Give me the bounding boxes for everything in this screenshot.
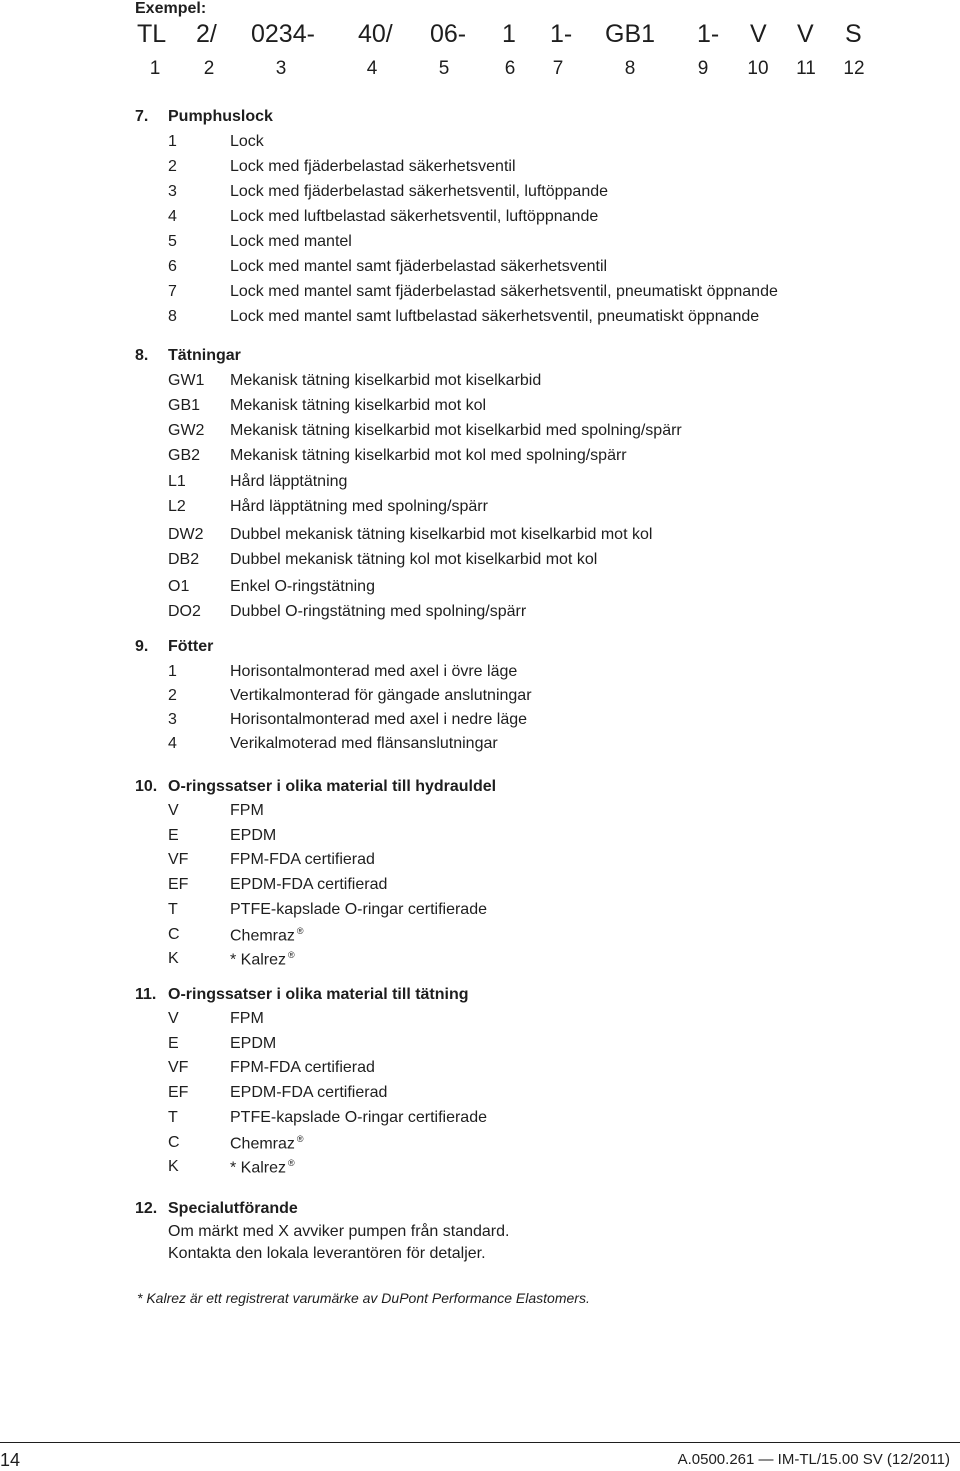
option-description (230, 1084, 387, 1102)
option-description-text: Dubbel O-ringstätning med spolning/spärr (230, 603, 527, 620)
type-code-part: 1- (697, 20, 720, 48)
position-number: 4 (366, 58, 378, 79)
footer-rule (0, 1442, 960, 1443)
option-description-text: Lock med mantel samt luftbelastad säkerhetsventil, pneumatiskt öppnande (230, 308, 760, 325)
position-number: 1 (149, 58, 161, 79)
page-number: 14 (0, 1450, 21, 1470)
option-description (230, 473, 347, 491)
option-description-text: FPM (230, 802, 264, 819)
option-description (230, 901, 487, 919)
option-description (230, 950, 295, 969)
option-description (230, 158, 516, 176)
section-number: 9. (135, 638, 149, 655)
position-number: 7 (552, 58, 564, 79)
option-description-text: * Kalrez (230, 951, 287, 969)
option-description (230, 1134, 304, 1153)
option-description (230, 208, 598, 226)
position-number: 2 (203, 58, 215, 79)
option-code: 4 (168, 735, 177, 752)
option-code: GW2 (168, 422, 205, 439)
option-code: 2 (168, 158, 177, 175)
option-description-text: Mekanisk tätning kiselkarbid mot kol med spolning/spärr (230, 447, 627, 464)
option-code: DW2 (168, 526, 204, 543)
option-description-text: Dubbel mekanisk tätning kiselkarbid mot kiselkarbid mot kol (230, 526, 653, 543)
option-description-text: Vertikalmonterad för gängade anslutningar (230, 687, 532, 704)
section-number: 8. (135, 347, 149, 364)
option-description (230, 603, 526, 621)
position-number: 9 (697, 58, 709, 79)
option-description (230, 578, 375, 596)
option-code: O1 (168, 578, 190, 595)
option-description-text: Dubbel mekanisk tätning kol mot kiselkarbid mot kol (230, 551, 598, 568)
option-description-text: Lock med fjäderbelastad säkerhetsventil (230, 158, 516, 175)
option-description-text: FPM-FDA certifierad (230, 851, 375, 868)
option-description-text: Chemraz (230, 927, 295, 945)
option-code: VF (168, 1059, 189, 1076)
type-code-part: V (797, 20, 814, 48)
option-description-text: Hård läpptätning (230, 473, 348, 490)
option-code: 4 (168, 208, 177, 225)
option-description (230, 1010, 264, 1028)
option-description (230, 687, 532, 705)
option-code: GB2 (168, 447, 201, 464)
option-description (230, 283, 778, 301)
type-code-part: 0234- (251, 20, 315, 48)
section-title: Specialutförande (168, 1200, 298, 1217)
registered-mark: ® (296, 1134, 304, 1144)
option-code: EF (168, 876, 189, 893)
option-description (230, 133, 264, 151)
option-description (230, 827, 276, 845)
type-code-part: TL (137, 20, 167, 48)
option-code: 3 (168, 183, 177, 200)
registered-mark: ® (288, 1158, 295, 1168)
option-description-text: Lock med fjäderbelastad säkerhetsventil, luftöppande (230, 183, 609, 200)
option-code: VF (168, 851, 189, 868)
option-description-text: * Kalrez (230, 1159, 287, 1177)
option-code: L2 (168, 498, 186, 515)
option-description (230, 551, 597, 569)
option-description-text: Chemraz (230, 1135, 295, 1153)
option-code: K (168, 950, 179, 967)
option-description-text: Lock med luftbelastad säkerhetsventil, luftöppnande (230, 208, 599, 225)
option-description-text: Horisontalmonterad med axel i övre läge (230, 663, 518, 680)
option-code: DO2 (168, 603, 201, 620)
option-description-text: PTFE-kapslade O-ringar certifierade (230, 1109, 487, 1126)
option-description-text: Lock med mantel (230, 233, 352, 250)
option-code: T (168, 901, 178, 918)
type-code-row (0, 20, 960, 56)
option-code: 6 (168, 258, 177, 275)
option-code: V (168, 1010, 179, 1027)
option-description (230, 926, 304, 945)
option-description (230, 663, 517, 681)
option-code: C (168, 926, 180, 943)
option-description (230, 397, 486, 415)
option-description-text: Lock med mantel samt fjäderbelastad säkerhetsventil, pneumatiskt öppnande (230, 283, 778, 300)
option-code: 3 (168, 711, 177, 728)
option-code: 2 (168, 687, 177, 704)
section-title: O-ringssatser i olika material till tätning (168, 986, 469, 1003)
option-code: DB2 (168, 551, 200, 568)
type-code-part: 1- (550, 20, 573, 48)
option-description (230, 422, 682, 440)
option-description-text: Hård läpptätning med spolning/spärr (230, 498, 488, 515)
type-code-part: 40/ (358, 20, 393, 48)
option-code: 1 (168, 663, 177, 680)
option-description-text: EPDM (230, 827, 277, 844)
option-code: GW1 (168, 372, 205, 389)
option-code: C (168, 1134, 180, 1151)
option-code: T (168, 1109, 178, 1126)
option-description (230, 183, 608, 201)
footnote: * Kalrez är ett registrerat varumärke av DuPont Performance Elastomers. (137, 1290, 590, 1306)
option-description (230, 233, 352, 251)
position-number: 3 (275, 58, 287, 79)
option-description (230, 447, 627, 465)
position-number: 5 (438, 58, 450, 79)
option-code: 1 (168, 133, 177, 150)
option-description (230, 1035, 276, 1053)
position-number: 8 (624, 58, 636, 79)
example-label: Exempel: (135, 0, 207, 17)
type-code-part: 2/ (196, 20, 217, 48)
section-text-line: Om märkt med X avviker pumpen från standard. (168, 1223, 510, 1240)
option-code: E (168, 1035, 179, 1052)
section-number: 7. (135, 108, 149, 125)
option-description (230, 526, 652, 544)
section-number: 10. (135, 778, 158, 795)
position-number: 11 (796, 58, 816, 79)
option-code: EF (168, 1084, 189, 1101)
option-description (230, 372, 541, 390)
option-code: 8 (168, 308, 177, 325)
option-description-text: Mekanisk tätning kiselkarbid mot kiselkarbid med spolning/spärr (230, 422, 682, 439)
section-title: O-ringssatser i olika material till hydrauldel (168, 778, 497, 795)
position-number: 10 (747, 58, 769, 79)
option-description-text: Horisontalmonterad med axel i nedre läge (230, 711, 528, 728)
document-reference: A.0500.261 — IM-TL/15.00 SV (12/2011) (677, 1451, 950, 1468)
option-description (230, 851, 375, 869)
registered-mark: ® (296, 926, 304, 936)
option-description-text: Enkel O-ringstätning (230, 578, 375, 595)
position-number: 12 (843, 58, 865, 79)
option-description (230, 735, 498, 753)
option-description (230, 1109, 487, 1127)
option-description (230, 711, 527, 729)
option-description (230, 802, 264, 820)
option-description-text: Lock (230, 133, 264, 150)
option-code: K (168, 1158, 179, 1175)
option-description (230, 308, 759, 326)
option-description (230, 258, 607, 276)
type-code-part: GB1 (605, 20, 656, 48)
option-description-text: FPM-FDA certifierad (230, 1059, 375, 1076)
option-code: 5 (168, 233, 177, 250)
option-description (230, 876, 387, 894)
option-description-text: PTFE-kapslade O-ringar certifierade (230, 901, 487, 918)
option-description-text: EPDM-FDA certifierad (230, 876, 388, 893)
option-description-text: FPM (230, 1010, 264, 1027)
type-code-part: S (845, 20, 862, 48)
type-code-part: V (750, 20, 767, 48)
option-description-text: Lock med mantel samt fjäderbelastad säkerhetsventil (230, 258, 608, 275)
option-code: V (168, 802, 179, 819)
option-description (230, 498, 488, 516)
section-number: 11. (135, 986, 157, 1003)
section-title: Pumphuslock (168, 108, 273, 125)
section-number: 12. (135, 1200, 158, 1217)
option-code: GB1 (168, 397, 201, 414)
option-description (230, 1158, 295, 1177)
option-description-text: EPDM-FDA certifierad (230, 1084, 388, 1101)
option-description-text: Verikalmoterad med flänsanslutningar (230, 735, 498, 752)
position-number: 6 (504, 58, 516, 79)
option-description-text: Mekanisk tätning kiselkarbid mot kol (230, 397, 487, 414)
option-code: L1 (168, 473, 186, 490)
option-description (230, 1059, 375, 1077)
section-title: Tätningar (168, 347, 241, 364)
option-description-text: Mekanisk tätning kiselkarbid mot kiselkarbid (230, 372, 542, 389)
section-title: Fötter (168, 638, 214, 655)
type-code-part: 06- (430, 20, 467, 48)
type-code-part: 1 (502, 20, 516, 48)
option-code: E (168, 827, 179, 844)
option-code: 7 (168, 283, 177, 300)
option-description-text: EPDM (230, 1035, 277, 1052)
registered-mark: ® (288, 950, 295, 960)
position-number-row (0, 58, 960, 86)
section-text-line: Kontakta den lokala leverantören för detaljer. (168, 1245, 486, 1262)
